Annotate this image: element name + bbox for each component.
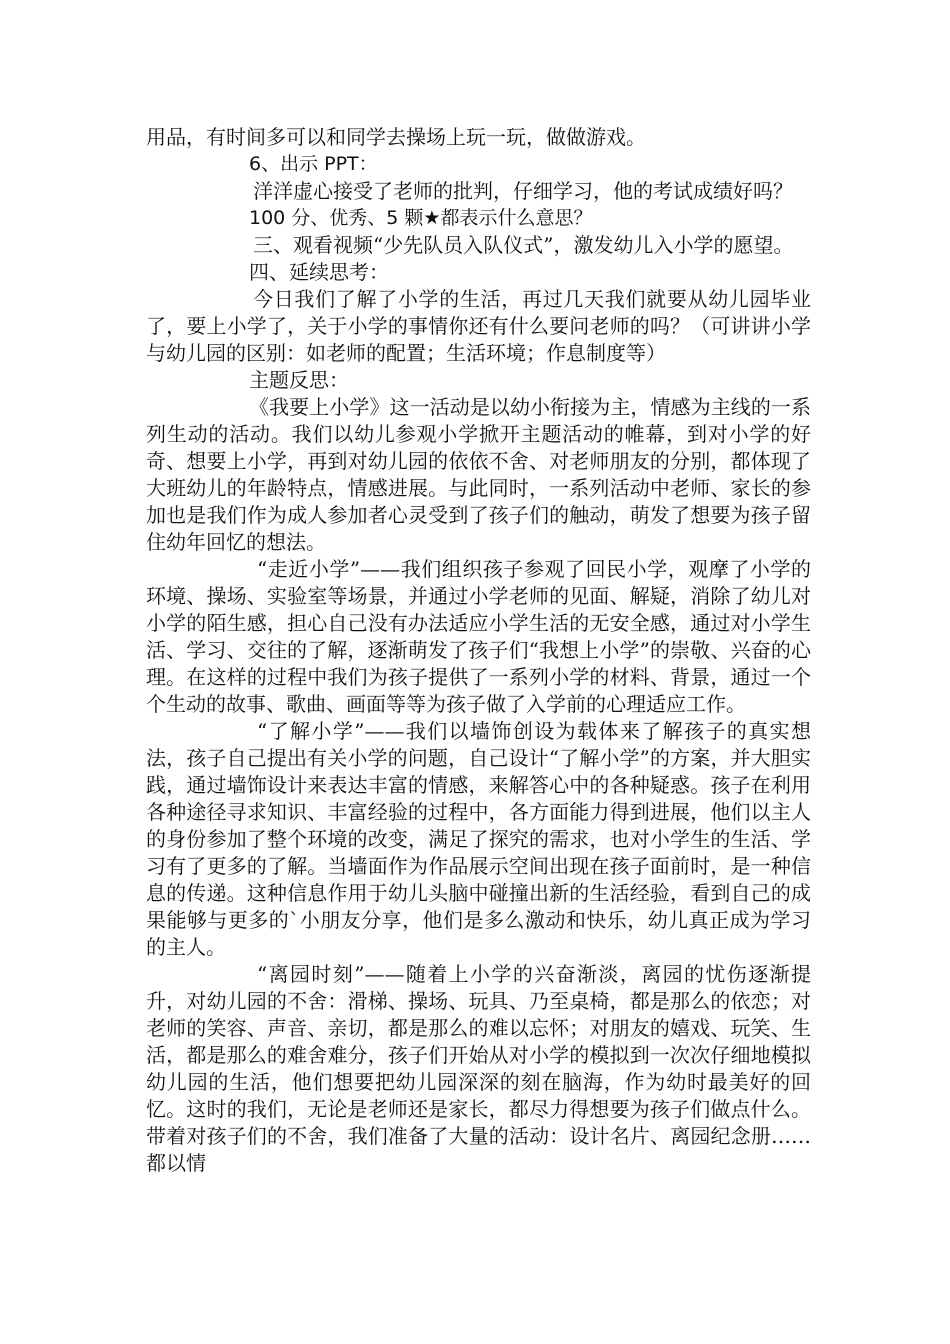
paragraph-step-6: 6、出示 PPT： xyxy=(249,153,378,175)
paragraph-reflection-intro: 《我要上小学》这一活动是以幼小衔接为主，情感为主线的一系列生动的活动。我们以幼儿参观小学掀开主题活动的帷幕，到对小学的好奇、想要上小学，再到对幼儿园的依依不舍、对老师朋友的分别，都体现了大班幼儿的年龄特点，情感进展。与此同时，一系列活动中老师、家长的参加也是我们作为成人参加者心灵受到了孩子们的触动，萌发了想要为孩子留住幼年回忆的想法。 xyxy=(146,395,811,554)
paragraph-approach-school: “走近小学”——我们组织孩子参观了回民小学，观摩了小学的环境、操场、实验室等场景，并通过小学老师的见面、解疑，消除了幼儿对小学的陌生感，担心自己没有办法适应小学生活的无安全感，通过对小学生活、学习、交往的了解，逐渐萌发了孩子们“我想上小学”的崇敬、兴奋的心理。在这样的过程中我们为孩子提供了一系列小学的材料、背景，通过一个个生动的故事、歌曲、画面等等为孩子做了入学前的心理适应工作。 xyxy=(146,557,811,716)
paragraph-score-question: 100 分、优秀、5 颗★都表示什么意思？ xyxy=(249,207,593,229)
paragraph-understand-school: “了解小学”——我们以墙饰创设为载体来了解孩子的真实想法，孩子自己提出有关小学的问题，自己设计“了解小学”的方案，并大胆实践，通过墙饰设计来表达丰富的情感，来解答心中的各种疑惑。孩子在利用各种途径寻求知识、丰富经验的过程中，各方面能力得到进展，他们以主人的身份参加了整个环境的改变，满足了探究的需求，也对小学生的生活、学习有了更多的了解。当墙面作为作品展示空间出现在孩子面前时，是一种信息的传递。这种信息作用于幼儿头脑中碰撞出新的生活经验，看到自己的成果能够与更多的`小朋友分享，他们是多么激动和快乐，幼儿真正成为学习的主人。 xyxy=(146,719,811,959)
paragraph-leaving-moment: “离园时刻”——随着上小学的兴奋渐淡，离园的忧伤逐渐提升，对幼儿园的不舍：滑梯、操场、玩具、乃至桌椅，都是那么的依恋；对老师的笑容、声音、亲切，都是那么的难以忘怀；对朋友的嬉戏、玩笑、生活，都是那么的难舍难分，孩子们开始从对小学的模拟到一次次仔细地模拟幼儿园的生活，他们想要把幼儿园深深的刻在脑海，作为幼时最美好的回忆。这时的我们，无论是老师还是家长，都尽力得想要为孩子们做点什么。带着对孩子们的不舍，我们准备了大量的活动：设计名片、离园纪念册……都以情 xyxy=(146,962,811,1175)
document-body xyxy=(146,124,811,1177)
paragraph-section-4: 四、延续思考： xyxy=(249,260,389,284)
paragraph-yangyang: 洋洋虚心接受了老师的批判，仔细学习，他的考试成绩好吗？ xyxy=(253,179,793,203)
paragraph-reflection-heading: 主题反思： xyxy=(249,368,349,392)
paragraph-today: 今日我们了解了小学的生活，再过几天我们就要从幼儿园毕业了，要上小学了，关于小学的事情你还有什么要问老师的吗？（可讲讲小学与幼儿园的区别：如老师的配置；生活环境；作息制度等） xyxy=(146,287,811,365)
paragraph-continuation: 用品，有时间多可以和同学去操场上玩一玩，做做游戏。 xyxy=(146,125,646,149)
paragraph-section-3: 三、观看视频“少先队员入队仪式”，激发幼儿入小学的愿望。 xyxy=(253,233,794,257)
